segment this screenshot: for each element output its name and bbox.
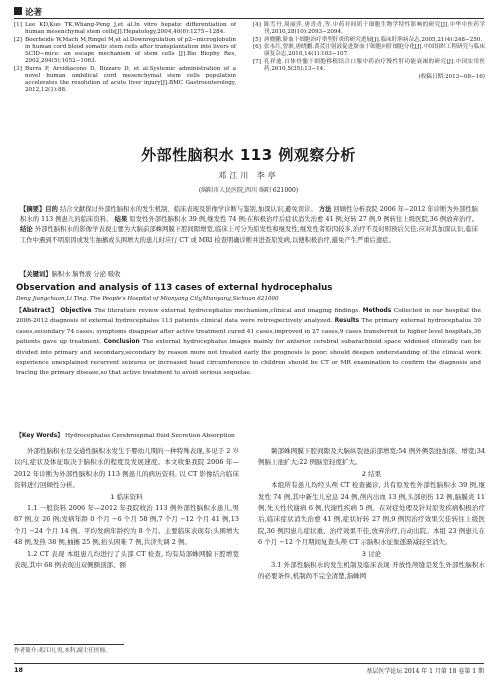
page-header — [14, 6, 484, 18]
reference-text: Burra P, Arcidiacono D, Bizzaro D, et al.Systemic administration of a novel human umbilical cord mesenchymal stem cells population accelerates the resolution of acute liver injury[J].BMC Gastroenterology, 2012,12(1):88. — [25, 65, 236, 93]
keywords-english-text: Hydrocephalus Cerebrospinal fluid Secretion Absorption — [64, 433, 235, 439]
section-heading: 3 讨论 — [361, 549, 382, 558]
body-paragraph: 3.1 外部性脑积水的发生机制及临床表现 开放性颅缝是发生外部性脑积水的必要条件,机制尚不完全清楚,指蛛网 — [258, 561, 485, 581]
reference-number: [2] — [14, 36, 22, 43]
article-authors: 邓江川 李亭 — [218, 171, 279, 180]
abstract-chinese — [20, 205, 478, 246]
page-number: 18 — [14, 666, 24, 674]
body-left-column — [14, 446, 239, 571]
abstract-en-text: Collected in our hospital the 2006-2012 diagnosis of external hydrocephalus 113 patients clinical data were retrospectively analyzed. — [16, 308, 482, 325]
body-paragraph: 颞部蛛网膜下腔间隙及大脑纵裂池前部增宽;54 例外侧裂池加深、增宽;34 例脑上池扩大;22 例脑室轻度扩大。 — [258, 447, 485, 467]
keywords-chinese-text: 脑积水 脑脊液 分泌 吸收 — [51, 271, 121, 278]
section-marker-icon — [14, 7, 22, 15]
keywords-chinese — [20, 269, 478, 278]
references-right-column — [253, 22, 485, 81]
english-title: Observation and analysis of 113 cases of external hydrocephalus — [16, 283, 333, 293]
abstract-cn-text: 结合文献探讨外部性脑积水的发生机制、临床表现及影像学诊断与鉴别,加深认识,避免误诊。 — [59, 206, 317, 213]
keywords-english-label: 【Key Words】 — [16, 433, 64, 439]
footer-rule — [14, 663, 484, 664]
reference-number: [6] — [253, 44, 261, 51]
reference-text: Beerheide W,Mach M,Ringel M,et al.Downregulation of p2−microglobulin in human cord blood somatic stem cells after transplantation into livers of SCID−mice: an escape mechanism of stem cells [J].Bio Biophy Res, 2002,294(5):1052−1063. — [25, 36, 236, 64]
section-heading: 1 临床资料 — [110, 492, 143, 501]
reference-number: [5] — [253, 36, 261, 43]
abstract-cn-text: 回顾性分析我院 2006 年−2012 年诊断为外部性脑积水的 113 例患儿的临床资料。 — [20, 206, 478, 224]
reference-number: [3] — [14, 65, 22, 72]
abstract-en-heading: 【Abstract】 — [16, 308, 58, 314]
body-paragraph: 本组所有患儿均经头颅 CT 检查确诊, 共有原发性外部性脑积水 39 例,继发性 74 例,其中新生儿窒息 24 例,颅内出血 13 例,头部创伤 12 例,脑膜炎 11 例,先天性代谢病 6 例,代谢性疾病 5 例。在对症处理及针对原发疾病积极治疗后,临床症状消失治愈 41 例,症状好转 27 例,9 例因治疗效果欠佳转往上级医院,36 例因患儿症状重、治疗效果不佳,放弃治疗,自动出院。本组 23 例患儿在 6 个月 −12 个月期间复查头颅 CT 示脑积水征象逐渐减轻至消失。 — [258, 481, 485, 547]
abstract-en-text: The literature review external hydrocephalus mechanism,clinical and imaging findings. — [94, 308, 361, 314]
body-paragraph: 外部性脑积水是交通性脑积水发生于婴幼儿期的一种特殊表现,多见于 2 岁以内,症状及体征取决于脑积水的程度及发展速度。本文收集我院 2006 年—2012 年诊断为外部性脑积水的 113 例患儿的病历资料, 以 CT 影像结合临床资料进行回顾性分析。 — [14, 447, 239, 490]
reference-item — [253, 44, 485, 58]
references-left-column — [14, 22, 236, 94]
abstract-cn-text: 外部性脑积水的影像学表现主要为大脑前部蛛网膜下腔间隙增宽,临床上可分为原发性和继发性,继发性者原因较多,治疗不及时则预后欠佳;应对其加深认识,临床工作中遇到不明原因或发生抽搐或头围增大的患儿时应行 CT 或 MRI 检查明确诊断并进查原发病,以便积极治疗,避免产生严重后遗症。 — [20, 226, 478, 244]
reference-text: Lee KD,Kuo TK,Whang-Peng J,et al.In vitro hepatic differentiation of human mesenchymal stem cells[J].Hepatology,2004,40(6):1275−1284. — [25, 22, 236, 36]
reference-number: [1] — [14, 22, 22, 28]
reference-item — [14, 66, 236, 94]
reference-item — [253, 59, 485, 73]
body-right-column — [258, 446, 485, 583]
reference-text: 陈雪丹,周丽萍,唐青青,等.中药对间质干细胞生物学特性影响的研究[J].中华中医药学刊,2010,28(10):2093−2094. — [264, 22, 485, 36]
reference-item — [253, 37, 485, 44]
reference-number: [7] — [253, 58, 261, 65]
reference-text: 孔祥迪.自体骨髓干细胞移植结合口服中药治疗慢性肝功能衰竭的研究[J].中国实用医药,2010,5(35):13−14. — [264, 58, 485, 73]
abstract-cn-label: 结果 — [114, 216, 128, 224]
abstract-en-label: Objective — [60, 308, 92, 314]
reference-text: 唐晓鹏.脐血干细胞治疗重型肝炎的研究进展[J].临床肝胆病杂志,2005,21(4):248−250. — [264, 36, 483, 43]
received-date: (收稿日期:2013−08−16) — [418, 74, 485, 81]
abstract-cn-text: 原发性外部性脑积水 39 例,继发性 74 例;在积极治疗后症状消失治愈 41 例,好转 27 例,9 例转往上级医院,36 例放弃治疗。 — [129, 216, 478, 224]
article-affiliation: (绵阳市人民医院,四川 绵阳 621000) — [198, 187, 299, 194]
abstract-english — [16, 306, 481, 379]
keywords-english — [16, 430, 481, 439]
journal-info: 基层医学论坛 2014 年 1 月第 18 卷第 1 期 — [366, 668, 484, 675]
abstract-en-text: The primary external hydrocephalus 39 cases,secondary 74 cases; symptoms disappear after active treatment cured 41 cases,improved in 27 cases,9 cases transferred to higher level hospitals,36 patients gave up treatment. — [16, 318, 481, 346]
article-title: 外部性脑积水 113 例观察分析 — [141, 146, 356, 164]
reference-number: [4] — [253, 22, 261, 28]
reference-item — [14, 22, 236, 36]
keywords-chinese-label: 【关键词】 — [20, 271, 52, 278]
abstract-en-label: Results — [334, 318, 360, 325]
body-paragraph: 1.1 一般资料 2006 年—2012 年我院收治 113 例外部性脑积水患儿,男 87 例,女 26 例;发病年龄 0 个月 −6 个月 58 例,7 个月 −12 个月 41 例,13 个月 −24 个月 14 例。平均发病年龄约为 8 个月。主要临床表现有:头围增大 48 例,发热 38 例,抽搐 25 例,抬头困难 7 例,共济失调 2 例。 — [14, 504, 239, 547]
abstract-en-label: Conclusion — [103, 339, 140, 346]
reference-item — [14, 37, 236, 65]
header-rule — [14, 18, 484, 19]
footnote-rule — [14, 644, 124, 645]
abstract-en-label: Methods — [362, 308, 392, 314]
section-label: 论著 — [25, 8, 43, 18]
abstract-en-text: The external hydrocephalus images mainly for anterior cerebral subarachnoid space widened clinically can be divided into primary and secondary,secondary by reason more not treated early the prognosis is poor; should deepen understanding of the clinical work experience unexplained recurrent seizures or increased head circumference in children should be CT or MR examination to confirm the diagnosis and tracing the primary disease,so that active treatment to avoid serious sequelae. — [16, 339, 482, 377]
abstract-cn-label: 【摘要】目的 — [20, 206, 58, 213]
abstract-cn-label: 方法 — [318, 206, 332, 213]
english-authors: Deng Jiangchuan,Li Ting. The People's Hospital of Mianyang City,Mianyang,Sichuan 621000 — [16, 296, 279, 302]
body-paragraph: 1.2 CT 表现 本组患儿均进行了头部 CT 检查, 均有局部蛛网膜下腔增宽表现,其中 68 例表现出双侧额顶部、额 — [14, 549, 239, 570]
author-footnote: 作者简介:邓江川,男,本科,副主任医师。 — [14, 648, 111, 654]
reference-text: 张永红,曾耿,唐晓鹏.黄芪注射液促进脐血干细胞向肝细胞分化[J].中国组织工程研究与临床康复杂志,2010,14(1):103−107. — [264, 44, 485, 58]
reference-item — [253, 22, 485, 36]
abstract-cn-label: 结论 — [20, 226, 33, 234]
section-heading: 2 结果 — [361, 469, 382, 478]
